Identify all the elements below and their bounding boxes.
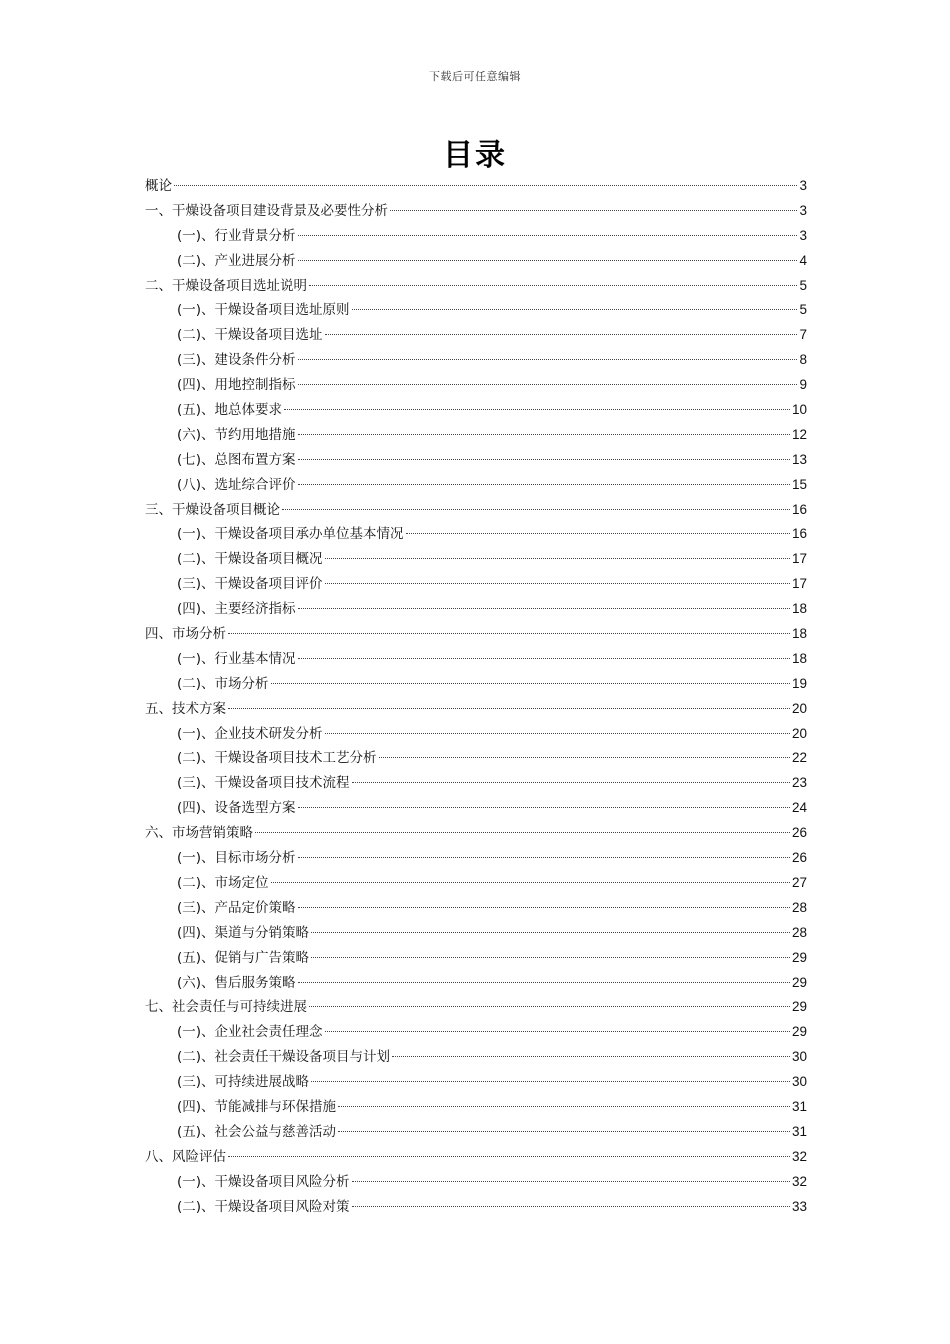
toc-dot-leader [174,185,797,186]
toc-entry[interactable] [145,522,807,547]
toc-entry[interactable] [145,547,807,572]
toc-dot-leader [325,1031,790,1032]
toc-entry-label: (一)、行业背景分析 [177,227,296,244]
toc-dot-leader [298,982,790,983]
toc-entry-page-number: 33 [791,1198,807,1214]
toc-entry-page-number: 26 [791,850,807,866]
toc-entry-label: (一)、干燥设备项目承办单位基本情况 [177,526,404,543]
toc-dot-leader [298,235,798,236]
toc-dot-leader [228,708,790,709]
toc-entry-label: (二)、干燥设备项目技术工艺分析 [177,750,377,767]
toc-entry-page-number: 19 [791,675,807,691]
toc-entry-page-number: 18 [791,626,807,642]
toc-dot-leader [298,359,798,360]
toc-entry[interactable] [145,921,807,946]
toc-dot-leader [228,633,790,634]
toc-entry-page-number: 18 [791,601,807,617]
toc-entry[interactable] [145,1070,807,1095]
toc-entry[interactable] [145,746,807,771]
toc-entry-label: (六)、节约用地措施 [177,426,296,443]
toc-entry-page-number: 29 [791,974,807,990]
toc-entry-page-number: 5 [799,302,807,318]
toc-entry[interactable] [145,274,807,299]
toc-entry-page-number: 29 [791,949,807,965]
toc-entry-label: (一)、企业技术研发分析 [177,725,323,742]
toc-dot-leader [298,434,790,435]
toc-title: 目录 [443,138,507,173]
toc-dot-leader [271,683,790,684]
toc-entry-page-number: 20 [791,725,807,741]
toc-entry-label: (一)、目标市场分析 [177,850,296,867]
toc-dot-leader [271,882,790,883]
toc-entry-page-number: 20 [791,700,807,716]
toc-entry-page-number: 18 [791,650,807,666]
toc-entry[interactable] [145,697,807,722]
toc-entry[interactable] [145,647,807,672]
toc-entry-page-number: 31 [791,1123,807,1139]
toc-entry[interactable] [145,174,807,199]
toc-dot-leader [282,509,790,510]
toc-entry-page-number: 12 [791,426,807,442]
toc-entry-page-number: 27 [791,874,807,890]
toc-dot-leader [338,1131,790,1132]
toc-entry-page-number: 23 [791,775,807,791]
toc-dot-leader [298,907,790,908]
toc-list [145,174,807,1219]
toc-dot-leader [309,1006,790,1007]
toc-entry-label: (二)、产业进展分析 [177,252,296,269]
toc-dot-leader [325,558,790,559]
toc-entry[interactable] [145,722,807,747]
toc-entry[interactable] [145,323,807,348]
toc-entry-label: (四)、用地控制指标 [177,377,296,394]
toc-dot-leader [311,1081,790,1082]
toc-dot-leader [325,583,790,584]
toc-entry[interactable] [145,448,807,473]
toc-entry[interactable] [145,423,807,448]
toc-entry[interactable] [145,572,807,597]
toc-entry-page-number: 15 [791,476,807,492]
toc-entry[interactable] [145,896,807,921]
toc-entry-label: (一)、企业社会责任理念 [177,1024,323,1041]
toc-dot-leader [325,334,798,335]
toc-entry-page-number: 26 [791,825,807,841]
toc-entry-label: (四)、节能减排与环保措施 [177,1098,337,1115]
toc-entry-label: 一、干燥设备项目建设背景及必要性分析 [145,202,388,219]
toc-entry-page-number: 4 [799,252,807,268]
toc-entry-page-number: 3 [799,227,807,243]
toc-entry-page-number: 7 [799,327,807,343]
toc-entry-label: (七)、总图布置方案 [177,451,296,468]
toc-entry-label: (五)、促销与广告策略 [177,949,310,966]
toc-entry-label: (三)、可持续进展战略 [177,1074,310,1091]
toc-dot-leader [298,484,790,485]
toc-dot-leader [352,1181,790,1182]
toc-entry-label: (五)、社会公益与慈善活动 [177,1123,337,1140]
toc-entry[interactable] [145,1195,807,1220]
toc-dot-leader [311,932,790,933]
toc-entry-page-number: 5 [799,277,807,293]
toc-dot-leader [352,782,790,783]
toc-entry-page-number: 8 [799,352,807,368]
toc-entry-label: (一)、行业基本情况 [177,650,296,667]
toc-entry-page-number: 16 [791,501,807,517]
toc-entry[interactable] [145,199,807,224]
toc-entry-page-number: 22 [791,750,807,766]
toc-entry-label: (一)、干燥设备项目选址原则 [177,302,350,319]
toc-dot-leader [298,658,790,659]
toc-entry-label: (二)、干燥设备项目风险对策 [177,1198,350,1215]
header-note: 下载后可任意编辑 [429,70,521,83]
toc-entry-label: (二)、干燥设备项目选址 [177,327,323,344]
toc-entry-label: 三、干燥设备项目概论 [145,501,280,518]
toc-entry-label: 二、干燥设备项目选址说明 [145,277,307,294]
toc-entry-label: (六)、售后服务策略 [177,974,296,991]
toc-entry[interactable] [145,348,807,373]
toc-dot-leader [311,957,790,958]
toc-entry[interactable] [145,1045,807,1070]
toc-entry[interactable] [145,1145,807,1170]
toc-entry[interactable] [145,498,807,523]
toc-dot-leader [309,285,797,286]
toc-entry-page-number: 32 [791,1148,807,1164]
toc-entry[interactable] [145,597,807,622]
toc-entry[interactable] [145,1095,807,1120]
toc-entry-page-number: 17 [791,551,807,567]
toc-entry-label: 四、市场分析 [145,626,226,643]
toc-dot-leader [338,1106,790,1107]
toc-entry[interactable] [145,224,807,249]
toc-entry[interactable] [145,672,807,697]
toc-entry-label: 五、技术方案 [145,700,226,717]
toc-entry-page-number: 29 [791,1024,807,1040]
toc-entry-label: (五)、地总体要求 [177,402,283,419]
toc-entry-page-number: 17 [791,576,807,592]
toc-dot-leader [255,832,790,833]
toc-dot-leader [298,384,798,385]
toc-entry-label: 八、风险评估 [145,1148,226,1165]
toc-entry-page-number: 13 [791,451,807,467]
toc-entry-label: (二)、市场定位 [177,874,269,891]
toc-entry[interactable] [145,771,807,796]
toc-dot-leader [298,857,790,858]
toc-dot-leader [298,260,798,261]
toc-entry-label: 概论 [145,178,172,194]
toc-entry-label: (八)、选址综合评价 [177,476,296,493]
toc-entry[interactable] [145,1170,807,1195]
toc-dot-leader [298,807,790,808]
toc-entry-label: (三)、干燥设备项目技术流程 [177,775,350,792]
toc-entry-page-number: 28 [791,899,807,915]
toc-entry-label: (一)、干燥设备项目风险分析 [177,1173,350,1190]
toc-entry-page-number: 30 [791,1074,807,1090]
toc-dot-leader [406,533,790,534]
toc-entry[interactable] [145,1120,807,1145]
toc-entry-label: (二)、干燥设备项目概况 [177,551,323,568]
toc-entry-page-number: 3 [799,178,807,193]
toc-entry[interactable] [145,298,807,323]
toc-dot-leader [284,409,790,410]
toc-entry[interactable] [145,796,807,821]
toc-entry[interactable] [145,373,807,398]
toc-entry[interactable] [145,821,807,846]
toc-entry[interactable] [145,871,807,896]
toc-entry[interactable] [145,971,807,996]
toc-entry-page-number: 3 [799,202,807,218]
toc-entry-label: (二)、社会责任干燥设备项目与计划 [177,1049,391,1066]
toc-entry[interactable] [145,622,807,647]
toc-entry-page-number: 24 [791,800,807,816]
toc-entry[interactable] [145,1020,807,1045]
toc-entry-page-number: 31 [791,1098,807,1114]
toc-entry-page-number: 30 [791,1049,807,1065]
toc-entry-page-number: 32 [791,1173,807,1189]
toc-entry-label: (三)、干燥设备项目评价 [177,576,323,593]
toc-entry-page-number: 28 [791,924,807,940]
toc-dot-leader [352,309,798,310]
toc-dot-leader [379,757,790,758]
toc-dot-leader [228,1156,790,1157]
toc-dot-leader [390,210,797,211]
toc-dot-leader [298,459,790,460]
toc-entry-label: (四)、渠道与分销策略 [177,924,310,941]
toc-entry-page-number: 9 [799,377,807,393]
toc-entry-label: 六、市场营销策略 [145,825,253,842]
toc-entry-page-number: 10 [791,402,807,418]
toc-entry-page-number: 29 [791,999,807,1015]
toc-entry[interactable] [145,995,807,1020]
toc-entry-label: (四)、设备选型方案 [177,800,296,817]
toc-dot-leader [392,1056,790,1057]
toc-entry[interactable] [145,473,807,498]
toc-entry-page-number: 16 [791,526,807,542]
toc-entry-label: 七、社会责任与可持续进展 [145,999,307,1016]
toc-dot-leader [352,1206,790,1207]
toc-entry[interactable] [145,946,807,971]
toc-dot-leader [325,733,790,734]
toc-entry[interactable] [145,249,807,274]
toc-entry-label: (三)、产品定价策略 [177,899,296,916]
toc-entry-label: (四)、主要经济指标 [177,601,296,618]
toc-entry-label: (二)、市场分析 [177,675,269,692]
toc-entry-label: (三)、建设条件分析 [177,352,296,369]
toc-entry[interactable] [145,846,807,871]
toc-entry[interactable] [145,398,807,423]
toc-dot-leader [298,608,790,609]
